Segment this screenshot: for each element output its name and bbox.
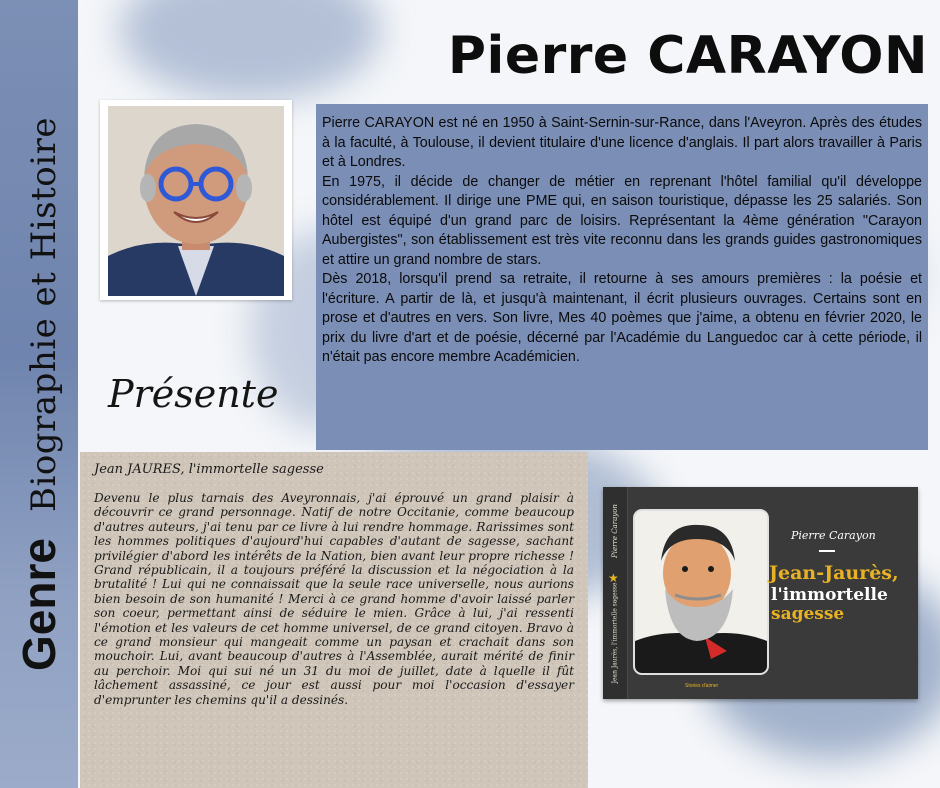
review-heading: Jean JAURES, l'immortelle sagesse — [94, 462, 324, 477]
author-photo — [108, 106, 284, 296]
author-photo-frame — [100, 100, 292, 300]
cover-publisher: Stories d'aimer — [685, 683, 719, 689]
book-review-card — [80, 452, 588, 788]
cover-portrait-illustration — [633, 509, 769, 675]
bio-paragraph: Pierre CARAYON est né en 1950 à Saint-Sernin-sur-Rance, dans l'Aveyron. Après des études à la faculté, à Toulouse, il devient titulaire d'une licence d'anglais. Il part alors travailler à Paris et à Londres. — [322, 115, 922, 170]
genre-value: Biographie et Histoire — [24, 117, 64, 513]
cover-title-line2: l'immortelle — [771, 585, 888, 605]
genre-sidebar — [0, 0, 78, 788]
spine-author: Pierre Carayon — [611, 504, 619, 558]
cover-title-line1: Jean-Jaurès, — [769, 562, 899, 584]
bio-paragraph: Dès 2018, lorsqu'il prend sa retraite, il retourne à ses amours premières : la poésie et l'écriture. A partir de là, et jusqu'à maintenant, il écrit plusieurs ouvrages. Certains sont en prose et d'autres en vers. Son livre, Mes 40 poèmes que j'aime, a obtenu en février 2020, le prix du livre d'art et de poésie, décerné par l'Académie du Languedoc car à cette période, il n'était pas encore membre Académicien. — [322, 271, 922, 365]
book-spine — [603, 487, 628, 699]
review-body: Devenu le plus tarnais des Aveyronnais, j'ai éprouvé un grand plaisir à découvrir ce grand personnage. Natif de notre Occitanie, comme beaucoup d'autres auteurs, j'ai tenu par ce livre à lui rendre hommage. Rarissimes sont les hommes politiques d'aujourd'hui capables d'autant de sagesse, sachant privilégier d'abord les intérêts de la Nation, bien avant leur propre richesse ! Grand républicain, il a toujours préféré la discussion et la négociation à la brutalité ! Lui qui ne connaissait que la seule race universelle, nous aurions bien besoin de son humanité ! Merci à ce grand homme d'avoir laissé parler son coeur, permettant ainsi de séduire le mien. Grâce à lui, j'ai ressenti l'émotion et les valeurs de cet homme universel, de ce grand citoyen. Bravo à ce grand monsieur qui mangeait comme un paysan et crachait dans son mouchoir. Lui, avant beaucoup d'autres à l'Assemblée, aurait mérité de finir au perchoir. Moi qui sui né un 31 du moi de juillet, date à lquelle il fût lâchement assassiné, ce jour est aussi pour moi l'occasion d'essayer d'emprunter les chemins qu'il a dessinés. — [94, 491, 574, 707]
page-title: Pierre CARAYON — [447, 26, 928, 86]
star-icon: ★ — [608, 571, 619, 585]
author-bio-panel — [316, 104, 928, 450]
genre-sidebar-text — [12, 117, 66, 671]
watercolor-wash — [120, 0, 380, 100]
genre-label: Genre — [13, 538, 65, 671]
bio-paragraph: En 1975, il décide de changer de métier en reprenant l'hôtel familial qu'il développe considérablement. Il dirige une PME qui, en saison touristique, dépasse les 25 salariés. Son hôtel est équipé d'un grand parc de loisirs. Représentant la 4ème génération "Carayon Aubergistes", son établissement est très vite reconnu dans les grands guides gastronomiques et attire un grand nombre de stars. — [322, 173, 922, 268]
cover-author: Pierre Carayon — [791, 529, 876, 542]
cover-divider — [819, 550, 835, 552]
presents-label: Présente — [108, 372, 279, 416]
spine-title: Jean Jaurès, l'immortelle sagesse — [611, 582, 619, 684]
book-cover — [603, 487, 918, 699]
cover-title-line3: sagesse — [771, 604, 845, 624]
